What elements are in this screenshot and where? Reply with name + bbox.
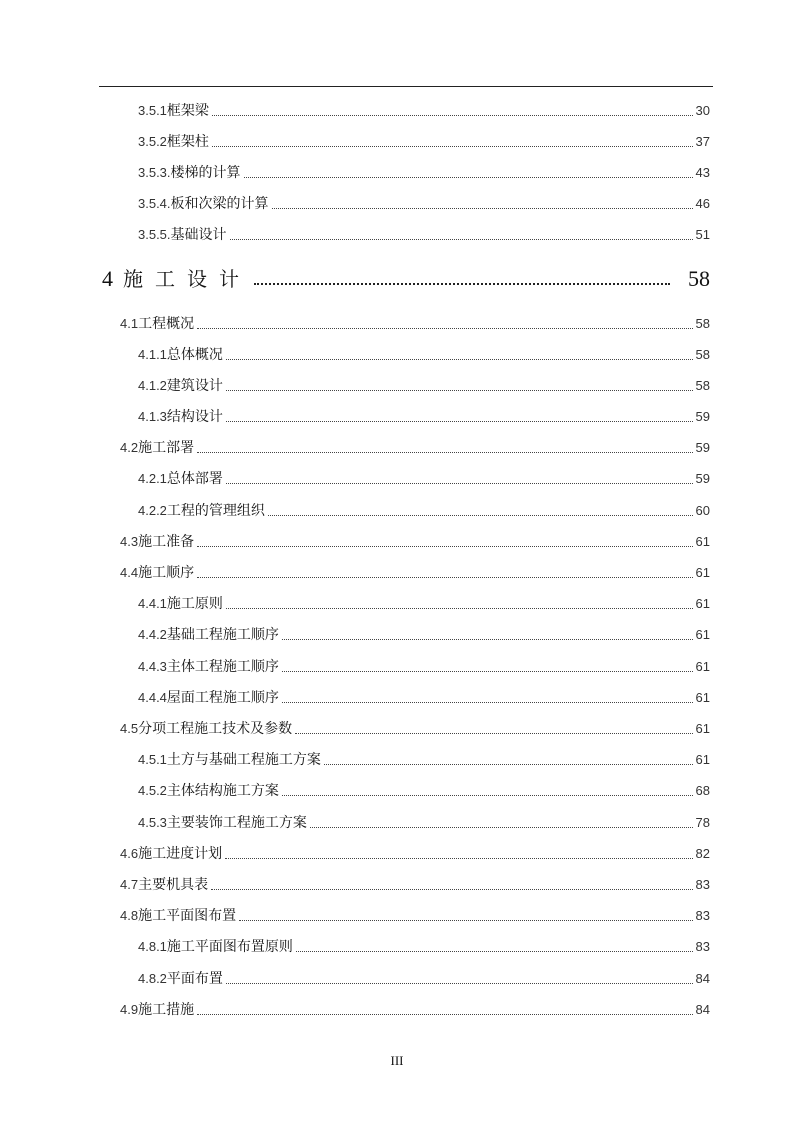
- toc-entry[interactable]: [138, 133, 710, 151]
- toc-entry-title: 工程的管理组织: [166, 503, 265, 519]
- toc-entry[interactable]: [138, 408, 710, 426]
- toc-entry-title: 框架梁: [166, 103, 209, 119]
- toc-entry-title: 板和次梁的计算: [170, 196, 269, 212]
- toc-entry-page: 61: [695, 752, 710, 767]
- toc-entry[interactable]: [120, 533, 710, 551]
- toc-leader-dots: [296, 951, 693, 952]
- toc-entry[interactable]: [138, 751, 710, 769]
- toc-entry-page: 61: [695, 627, 710, 642]
- toc-entry[interactable]: [138, 346, 710, 364]
- toc-entry-page: 61: [695, 690, 710, 705]
- toc-entry-number: 4.2.2: [138, 503, 167, 518]
- toc-leader-dots: [282, 639, 693, 640]
- toc-entry-number: 4.4.1: [138, 596, 167, 611]
- toc-leader-dots: [295, 733, 692, 734]
- toc-entry-number: 4.5.1: [138, 752, 167, 767]
- toc-leader-dots: [197, 328, 692, 329]
- toc-entry-number: 4.8.1: [138, 939, 167, 954]
- toc-entry-page: 61: [695, 534, 710, 549]
- toc-entry-title: 施工部署: [138, 440, 195, 456]
- toc-entry-number: 4.1.3: [138, 409, 167, 424]
- toc-entry-number: 4.6: [120, 846, 139, 861]
- toc-leader-dots: [310, 827, 693, 828]
- toc-entry-page: 60: [695, 503, 710, 518]
- toc-entry-number: 4.5.3: [138, 815, 167, 830]
- toc-entry-page: 83: [695, 939, 710, 954]
- toc-entry-page: 61: [695, 565, 710, 580]
- toc-chapter-page: 58: [688, 266, 710, 291]
- toc-leader-dots: [212, 146, 693, 147]
- toc-leader-dots: [282, 795, 693, 796]
- toc-entry[interactable]: [120, 439, 710, 457]
- toc-entry-number: 3.5.4.: [138, 196, 171, 211]
- toc-entry-number: 4.4.3: [138, 659, 167, 674]
- toc-entry-page: 83: [695, 908, 710, 923]
- toc-entry-number: 4.5.2: [138, 783, 167, 798]
- toc-leader-dots: [282, 702, 693, 703]
- toc-entry-title: 框架柱: [166, 134, 209, 150]
- toc-entry-number: 3.5.1: [138, 103, 167, 118]
- toc-entry-title: 总体概况: [166, 347, 223, 363]
- toc-leader-dots: [282, 671, 693, 672]
- toc-entry-number: 4.9: [120, 1002, 139, 1017]
- toc-entry-page: 51: [695, 227, 710, 242]
- toc-entry-number: 4.2: [120, 440, 139, 455]
- toc-entry-page: 37: [695, 134, 710, 149]
- toc-leader-dots: [268, 515, 693, 516]
- toc-entry-number: 4.7: [120, 877, 139, 892]
- toc-entry[interactable]: [120, 876, 710, 894]
- toc-entry-page: 46: [695, 196, 710, 211]
- toc-chapter-number: 4: [102, 266, 113, 291]
- toc-entry[interactable]: [138, 164, 710, 182]
- toc-entry[interactable]: [138, 226, 710, 244]
- toc-entry-title: 基础设计: [170, 227, 227, 243]
- toc-leader-dots: [226, 483, 693, 484]
- toc-leader-dots: [197, 452, 692, 453]
- toc-entry[interactable]: [138, 102, 710, 120]
- toc-entry-title: 施工原则: [166, 596, 223, 612]
- toc-entry[interactable]: [138, 658, 710, 676]
- toc-entry[interactable]: [138, 814, 710, 832]
- toc-entry-number: 4.4: [120, 565, 139, 580]
- toc-entry-title: 基础工程施工顺序: [166, 627, 279, 643]
- toc-entry-page: 58: [695, 347, 710, 362]
- toc-leader-dots: [211, 889, 692, 890]
- toc-entry-page: 61: [695, 596, 710, 611]
- toc-entry-title: 施工措施: [138, 1002, 195, 1018]
- toc-entry-page: 61: [695, 721, 710, 736]
- page-number-footer: III: [390, 1053, 404, 1068]
- toc-leader-dots: [226, 359, 693, 360]
- toc-entry-title: 工程概况: [138, 316, 195, 332]
- toc-entry[interactable]: [138, 689, 710, 707]
- toc-leader-dots: [226, 983, 693, 984]
- toc-entry-title: 施工顺序: [138, 565, 195, 581]
- toc-leader-dots: [197, 1014, 692, 1015]
- toc-leader-dots: [225, 858, 692, 859]
- toc-leader-dots: [212, 115, 693, 116]
- toc-entry[interactable]: [138, 502, 710, 520]
- toc-entry-number: 3.5.2: [138, 134, 167, 149]
- toc-entry-page: 58: [695, 316, 710, 331]
- toc-entry-title: 主体工程施工顺序: [166, 659, 279, 675]
- toc-entry-page: 78: [695, 815, 710, 830]
- toc-entry-page: 43: [695, 165, 710, 180]
- toc-entry-number: 4.4.4: [138, 690, 167, 705]
- toc-entry-title: 结构设计: [166, 409, 223, 425]
- toc-leader-dots: [226, 421, 693, 422]
- toc-entry-title: 屋面工程施工顺序: [166, 690, 279, 706]
- toc-entry-number: 4.1: [120, 316, 139, 331]
- toc-entry[interactable]: [138, 195, 710, 213]
- toc-entry-title: 施工平面图布置原则: [166, 939, 293, 955]
- toc-entry[interactable]: [138, 970, 710, 988]
- toc-entry-page: 59: [695, 471, 710, 486]
- toc-entry[interactable]: [138, 470, 710, 488]
- toc-entry-page: 84: [695, 1002, 710, 1017]
- toc-entry[interactable]: [120, 907, 710, 925]
- toc-entry[interactable]: [138, 938, 710, 956]
- toc-entry-page: 61: [695, 659, 710, 674]
- toc-leader-dots: [230, 239, 693, 240]
- toc-entry-page: 82: [695, 846, 710, 861]
- toc-leader-dots: [239, 920, 692, 921]
- toc-entry-page: 83: [695, 877, 710, 892]
- toc-entry-number: 4.4.2: [138, 627, 167, 642]
- toc-entry-page: 68: [695, 783, 710, 798]
- toc-chapter-entry[interactable]: [102, 264, 710, 294]
- toc-leader-dots: [197, 577, 692, 578]
- toc-entry-page: 30: [695, 103, 710, 118]
- toc-entry-title: 土方与基础工程施工方案: [166, 752, 321, 768]
- toc-entry-title: 主要机具表: [138, 877, 209, 893]
- toc-entry-number: 4.3: [120, 534, 139, 549]
- toc-entry-title: 施工进度计划: [138, 846, 223, 862]
- toc-entry-title: 总体部署: [166, 471, 223, 487]
- toc-entry-title: 主要装饰工程施工方案: [166, 815, 307, 831]
- toc-entry-title: 分项工程施工技术及参数: [138, 721, 293, 737]
- toc-entry-number: 4.1.1: [138, 347, 167, 362]
- toc-entry[interactable]: [120, 564, 710, 582]
- toc-entry-number: 4.8: [120, 908, 139, 923]
- toc-entry-number: 4.1.2: [138, 378, 167, 393]
- toc-entry-title: 建筑设计: [166, 378, 223, 394]
- toc-leader-dots: [254, 283, 670, 285]
- toc-leader-dots: [324, 764, 693, 765]
- toc-entry[interactable]: [120, 845, 710, 863]
- toc-entry-page: 84: [695, 971, 710, 986]
- toc-leader-dots: [226, 390, 693, 391]
- toc-entry-title: 主体结构施工方案: [166, 783, 279, 799]
- toc-entry-title: 平面布置: [166, 971, 223, 987]
- toc-entry-page: 58: [695, 378, 710, 393]
- toc-leader-dots: [244, 177, 693, 178]
- toc-entry[interactable]: [138, 595, 710, 613]
- toc-entry[interactable]: [138, 377, 710, 395]
- toc-entry[interactable]: [120, 720, 710, 738]
- toc-chapter-title: 施工设计: [123, 267, 251, 291]
- toc-entry[interactable]: [120, 315, 710, 333]
- toc-leader-dots: [197, 546, 692, 547]
- toc-entry-number: 4.5: [120, 721, 139, 736]
- toc-entry-number: 3.5.3.: [138, 165, 171, 180]
- toc-entry-title: 施工准备: [138, 534, 195, 550]
- toc-entry-number: 3.5.5.: [138, 227, 171, 242]
- toc-entry-number: 4.8.2: [138, 971, 167, 986]
- toc-entry-title: 楼梯的计算: [170, 165, 241, 181]
- toc-leader-dots: [272, 208, 693, 209]
- toc-entry-page: 59: [695, 409, 710, 424]
- toc-leader-dots: [226, 608, 693, 609]
- toc-entry-title: 施工平面图布置: [138, 908, 237, 924]
- toc-entry[interactable]: [120, 1001, 710, 1019]
- toc-entry[interactable]: [138, 782, 710, 800]
- toc-entry[interactable]: [138, 626, 710, 644]
- toc-entry-number: 4.2.1: [138, 471, 167, 486]
- toc-entry-page: 59: [695, 440, 710, 455]
